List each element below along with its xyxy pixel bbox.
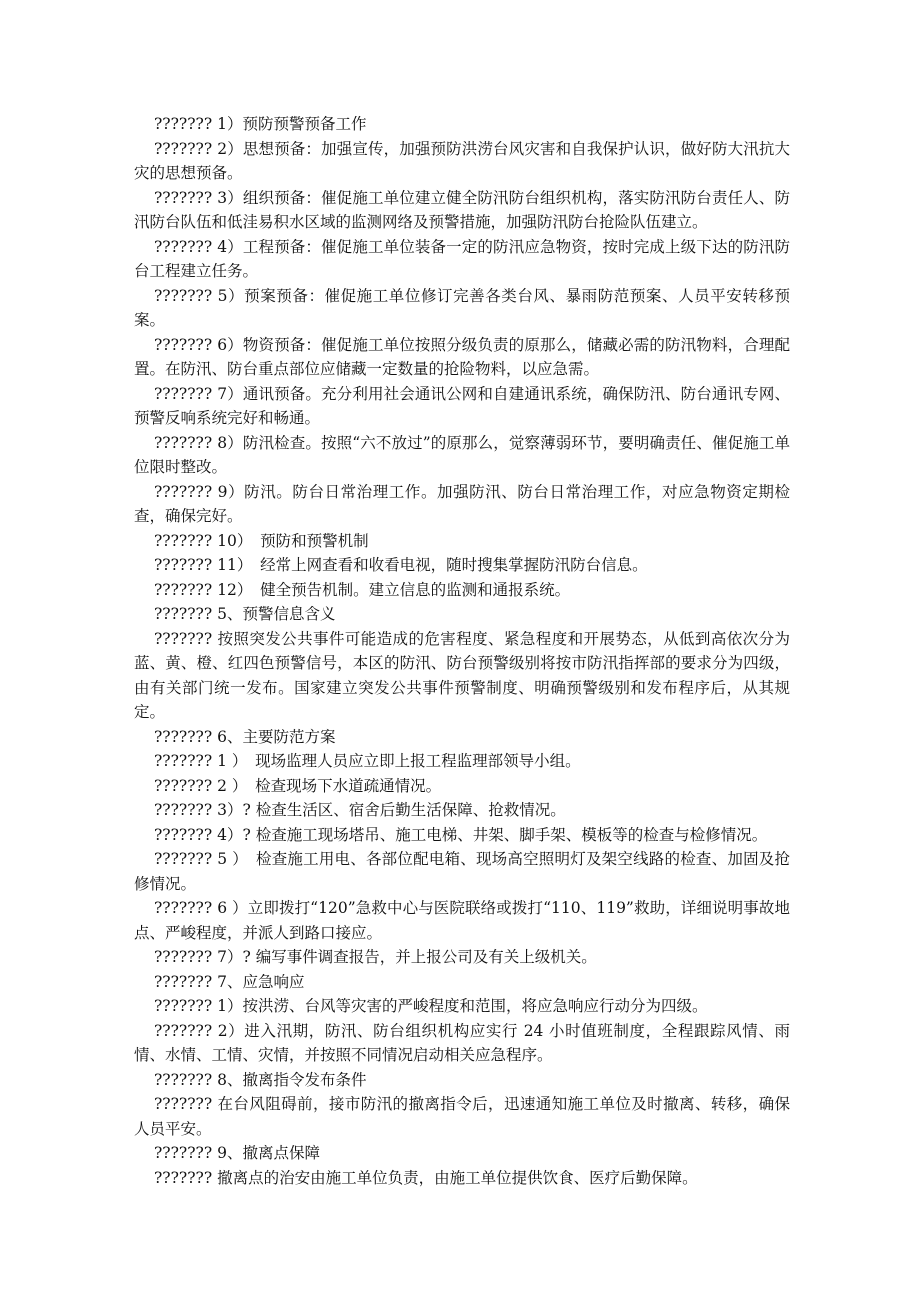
paragraph-14: ??????? 1 ） 现场监理人员应立即上报工程监理部领导小组。 bbox=[154, 752, 581, 770]
paragraph-3: ??????? 3）组织预备：催促施工单位建立健全防汛防台组织机构，落实防汛防台责任人、防汛防台队伍和低洼易积水区域的监测网络及预警措施，加强防汛防台抢险队伍建立。 bbox=[134, 188, 790, 231]
paragraph-9: ??????? 9）防汛。防台日常治理工作。加强防汛、防台日常治理工作，对应急物资定期检查，确保完好。 bbox=[134, 482, 790, 525]
section-heading-5: ??????? 5、预警信息含义 bbox=[154, 605, 336, 623]
paragraph-6: ??????? 6）物资预备：催促施工单位按照分级负责的原那么，储藏必需的防汛物料，合理配置。在防汛、防台重点部位应储藏一定数量的抢险物料，以应急需。 bbox=[134, 335, 790, 378]
paragraph-21: ??????? 1）按洪涝、台风等灾害的严峻程度和范围，将应急响应行动分为四级。 bbox=[154, 997, 708, 1015]
paragraph-20: ??????? 7）? 编写事件调查报告，并上报公司及有关上级机关。 bbox=[154, 948, 597, 966]
section-heading-6: ??????? 6、主要防范方案 bbox=[154, 727, 336, 746]
paragraph-4: ??????? 4）工程预备：催促施工单位装备一定的防汛应急物资，按时完成上级下达的防汛防台工程建立任务。 bbox=[134, 237, 790, 280]
paragraph-7: ??????? 7）通讯预备。充分利用社会通讯公网和自建通讯系统，确保防汛、防台通讯专网、预警反响系统完好和畅通。 bbox=[134, 384, 790, 427]
paragraph-22: ??????? 2）进入汛期，防汛、防台组织机构应实行 24 小时值班制度，全程跟踪风情、雨情、水情、工情、灾情，并按照不同情况启动相关应急程序。 bbox=[134, 1021, 790, 1064]
paragraph-15: ??????? 2 ） 检查现场下水道疏通情况。 bbox=[154, 776, 442, 795]
section-heading-7: ??????? 7、应急响应 bbox=[154, 972, 305, 991]
section-heading-8: ??????? 8、撤离指令发布条件 bbox=[154, 1070, 367, 1089]
paragraph-18: ??????? 5 ） 检查施工用电、各部位配电箱、现场高空照明灯及架空线路的检查、加固及抢修情况。 bbox=[134, 850, 790, 893]
section-heading-9: ??????? 9、撤离点保障 bbox=[154, 1144, 320, 1162]
paragraph-24: ??????? 撤离点的治安由施工单位负责，由施工单位提供饮食、医疗后勤保障。 bbox=[154, 1168, 698, 1187]
paragraph-12: ??????? 12） 健全预告机制。建立信息的监测和通报系统。 bbox=[154, 580, 571, 599]
paragraph-2: ??????? 2）思想预备：加强宣传，加强预防洪涝台风灾害和自我保护认识，做好防大汛抗大灾的思想预备。 bbox=[134, 139, 790, 182]
paragraph-19: ??????? 6 ）立即拨打“120”急救中心与医院联络或拨打“110、119”救助，详细说明事故地点、严峻程度，并派人到路口接应。 bbox=[134, 899, 790, 942]
paragraph-16: ??????? 3）? 检查生活区、宿舍后勤生活保障、抢救情况。 bbox=[154, 801, 566, 819]
paragraph-8: ??????? 8）防汛检查。按照“六不放过”的原那么，觉察薄弱环节，要明确责任、催促施工单位限时整改。 bbox=[134, 433, 790, 476]
paragraph-13: ??????? 按照突发公共事件可能造成的危害程度、紧急程度和开展势态，从低到高依次分为蓝、黄、橙、红四色预警信号，本区的防汛、防台预警级别将按市防汛指挥部的要求分为四级，由有关部门统一发布。国家建立突发公共事件预警制度、明确预警级别和发布程序后，从其规定。 bbox=[134, 629, 790, 721]
document-body bbox=[134, 112, 790, 1190]
paragraph-23: ??????? 在台风阻碍前，接市防汛的撤离指令后，迅速通知施工单位及时撤离、转移，确保人员平安。 bbox=[134, 1095, 790, 1138]
paragraph-5: ??????? 5）预案预备：催促施工单位修订完善各类台风、暴雨防范预案、人员平安转移预案。 bbox=[134, 286, 790, 329]
paragraph-11: ??????? 11） 经常上网查看和收看电视，随时搜集掌握防汛防台信息。 bbox=[154, 556, 648, 574]
paragraph-1: ??????? 1）预防预警预备工作 bbox=[154, 115, 367, 133]
paragraph-10: ??????? 10） 预防和预警机制 bbox=[154, 531, 369, 550]
paragraph-17: ??????? 4）? 检查施工现场塔吊、施工电梯、井架、脚手架、模板等的检查与检修情况。 bbox=[154, 825, 768, 844]
